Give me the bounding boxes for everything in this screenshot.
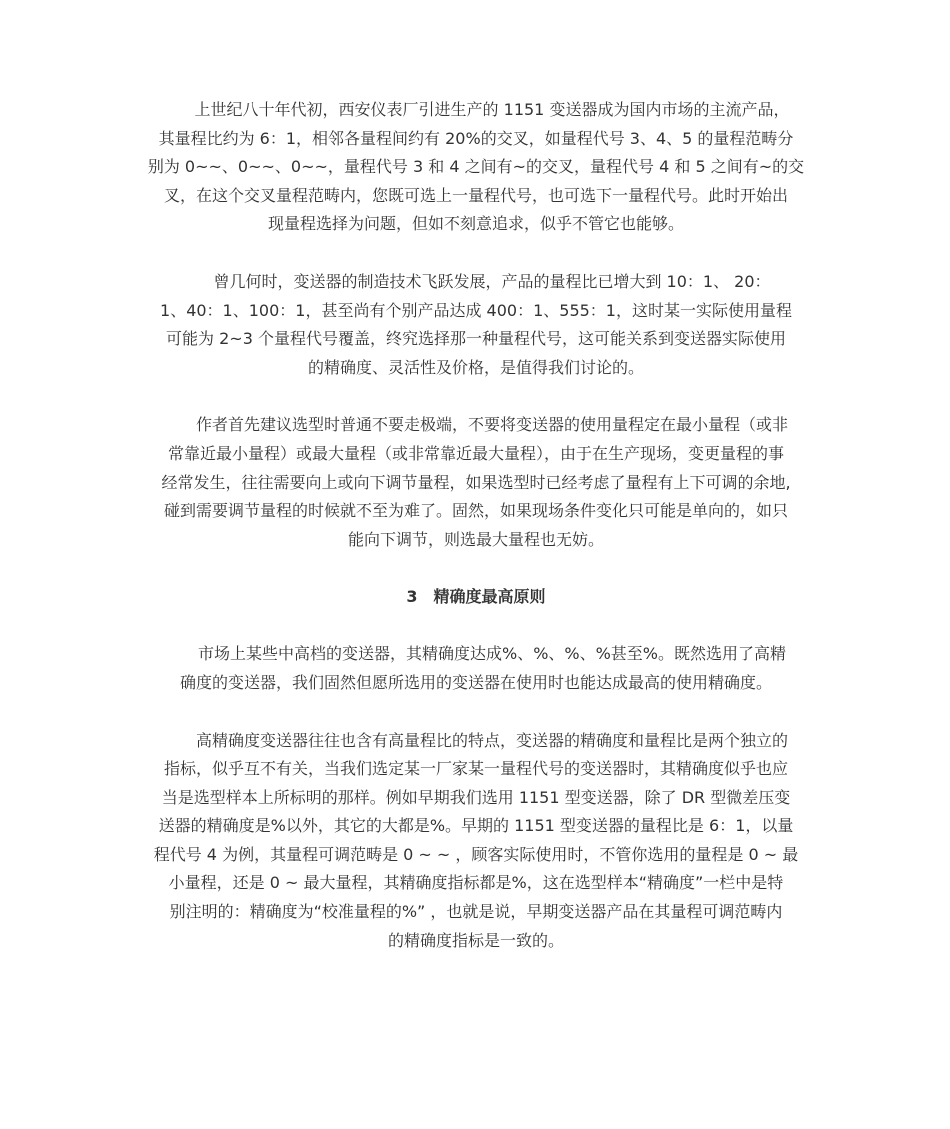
text-line: 现量程选择为问题，但如不刻意追求，似乎不管它也能够。 [267, 214, 684, 234]
text-line: 作者首先建议选型时普通不要走极端，不要将变送器的使用量程定在最小量程（或非 [163, 415, 788, 435]
paragraph-2 [118, 268, 834, 382]
paragraph-5 [118, 727, 834, 956]
text-line: 的精确度指标是一致的。 [387, 930, 564, 950]
text-line: 可能为 2~3 个量程代号覆盖，终究选择那一种量程代号，这可能关系到变送器实际使用 [166, 329, 786, 349]
text-line: 碰到需要调节量程的时候就不至为难了。固然，如果现场条件变化只可能是单向的，如只 [163, 501, 788, 521]
document-page [118, 96, 834, 955]
text-line: 能向下调节，则选最大量程也无妨。 [347, 529, 604, 549]
text-line: 小量程，还是 0 ~ 最大量程，其精确度指标都是%，这在选型样本“精确度”一栏中是特 [168, 873, 784, 893]
text-line: 别为 0~~、0~~、0~~，量程代号 3 和 4 之间有~的交叉，量程代号 4 和 5 之间有~的交 [147, 157, 805, 177]
text-line: 别注明的：精确度为“校准量程的%” ，也就是说，早期变送器产品在其量程可调范畴内 [169, 902, 783, 922]
text-line: 经常发生，往往需要向上或向下调节量程，如果选型时已经考虑了量程有上下可调的余地, [161, 472, 791, 492]
paragraph-gap [118, 239, 834, 268]
text-line: 市场上某些中高档的变送器，其精确度达成%、%、%、%甚至%。既然选用了高精 [165, 644, 787, 664]
text-line: 其量程比约为 6：1，相邻各量程间约有 20%的交叉，如量程代号 3、4、5 的量程范畴分 [158, 128, 794, 148]
text-line: 1、40：1、100：1，甚至尚有个别产品达成 400：1、555：1，这时某一实际使用量程 [160, 300, 792, 320]
paragraph-gap [118, 698, 834, 727]
text-line: 常靠近最小量程）或最大量程（或非常靠近最大量程），由于在生产现场，变更量程的事 [167, 443, 784, 463]
text-line: 曾几何时，变送器的制造技术飞跃发展，产品的量程比已增大到 10：1、 20： [181, 271, 771, 291]
paragraph-gap [118, 554, 834, 583]
text-line: 上世纪八十年代初，西安仪表厂引进生产的 1151 变送器成为国内市场的主流产品， [162, 100, 790, 119]
text-line: 当是选型样本上所标明的那样。例如早期我们选用 1151 型变送器，除了 DR 型微差压变 [161, 787, 791, 807]
paragraph-4 [118, 640, 834, 697]
text-line: 叉，在这个交叉量程范畴内，您既可选上一量程代号，也可选下一量程代号。此时开始出 [163, 185, 788, 205]
text-line: 程代号 4 为例，其量程可调范畴是 0 ~ ~ ，顾客实际使用时，不管你选用的量程是 0 ~ 最 [153, 844, 799, 864]
paragraph-3 [118, 411, 834, 554]
paragraph-1 [118, 96, 834, 239]
text-line: 的精确度、灵活性及价格，是值得我们讨论的。 [307, 357, 644, 377]
paragraph-gap [118, 611, 834, 640]
text-line: 高精确度变送器往往也含有高量程比的特点，变送器的精确度和量程比是两个独立的 [163, 730, 788, 750]
text-line: 确度的变送器，我们固然但愿所选用的变送器在使用时也能达成最高的使用精确度。 [179, 672, 772, 692]
text-line: 送器的精确度是%以外，其它的大都是%。早期的 1151 型变送器的量程比是 6：1，以量 [158, 816, 794, 836]
paragraph-gap [118, 382, 834, 411]
text-line: 指标，似乎互不有关，当我们选定某一厂家某一量程代号的变送器时，其精确度似乎也应 [163, 759, 788, 779]
section-heading: 3 精确度最高原则 [406, 587, 546, 607]
